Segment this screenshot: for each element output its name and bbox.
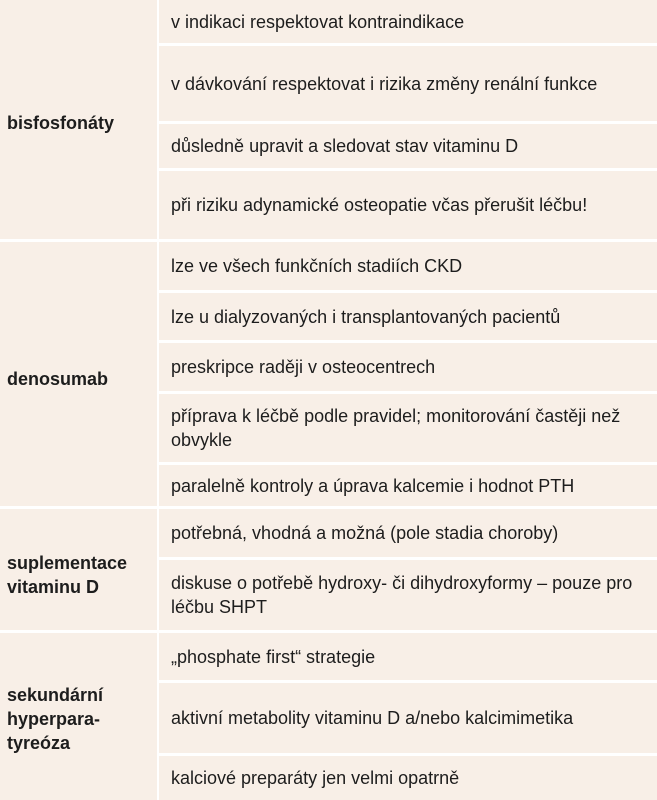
item-text: v dávkování respektovat i rizika změny renální funkce: [171, 73, 598, 94]
list-item: [159, 242, 657, 290]
group-label-cell: [0, 633, 157, 800]
item-text: lze u dialyzovaných i transplantovaných pacientů: [171, 306, 561, 327]
group-label: bisfosfonáty: [7, 113, 115, 133]
item-text: preskripce raději v osteocentrech: [171, 357, 436, 377]
list-item: [159, 343, 657, 391]
list-item: [159, 465, 657, 506]
list-item: [159, 560, 657, 630]
item-text: při riziku adynamické osteopatie včas přerušit léčbu!: [171, 195, 588, 215]
list-item: [159, 0, 657, 43]
list-item: [159, 509, 657, 557]
item-text: „phosphate first“ strategie: [171, 646, 376, 667]
list-item: [159, 394, 657, 462]
group-label: suplementace vitaminu D: [7, 553, 128, 597]
table-group-denosumab: [0, 242, 657, 506]
table-group-shpt: [0, 633, 657, 800]
table-group-vitamin-d: [0, 509, 657, 630]
item-text: paralelně kontroly a úprava kalcemie i hodnot PTH: [171, 475, 575, 496]
group-label: denosumab: [7, 369, 109, 389]
list-item: [159, 756, 657, 800]
group-label-cell: [0, 242, 157, 506]
list-item: [159, 171, 657, 239]
table-group-bisfosfonaty: [0, 0, 657, 239]
list-item: [159, 633, 657, 680]
item-text: důsledně upravit a sledovat stav vitaminu D: [171, 136, 519, 156]
item-text: diskuse o potřebě hydroxy- či dihydroxyformy – pouze pro léčbu SHPT: [171, 573, 633, 617]
item-text: kalciové preparáty jen velmi opatrně: [171, 768, 460, 788]
group-label-cell: [0, 509, 157, 630]
item-text: lze ve všech funkčních stadiích CKD: [171, 256, 463, 276]
list-item: [159, 683, 657, 753]
item-text: aktivní metabolity vitaminu D a/nebo kalcimimetika: [171, 708, 574, 728]
list-item: [159, 124, 657, 168]
group-label-cell: [0, 0, 157, 239]
list-item: [159, 46, 657, 121]
list-item: [159, 293, 657, 340]
item-text: v indikaci respektovat kontraindikace: [171, 11, 465, 32]
item-text: příprava k léčbě podle pravidel; monitorování častěji než obvykle: [171, 406, 621, 450]
group-label: sekundární hyperparatyreóza: [7, 685, 104, 753]
item-text: potřebná, vhodná a možná (pole stadia choroby): [171, 523, 559, 543]
